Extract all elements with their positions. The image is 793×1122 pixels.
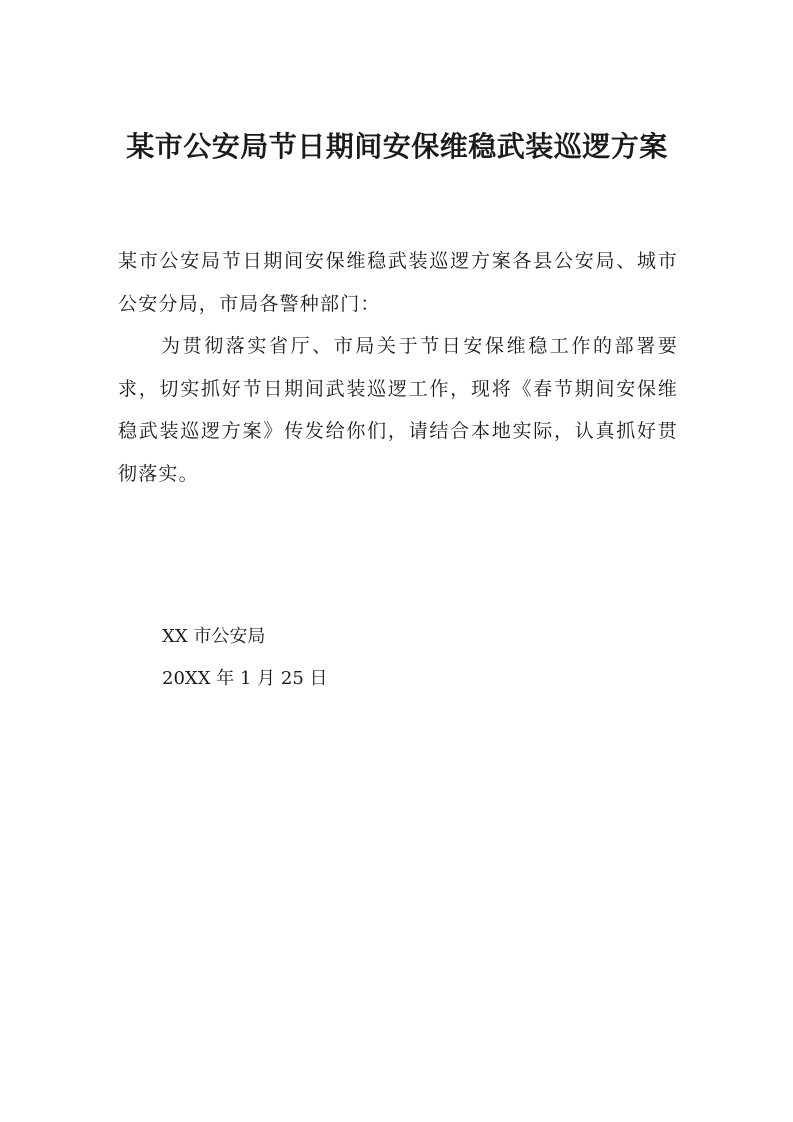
salutation-paragraph: 某市公安局节日期间安保维稳武装巡逻方案各县公安局、城市公安分局，市局各警种部门： [118, 250, 678, 315]
signature-block [162, 616, 328, 700]
document-body [118, 240, 678, 495]
document-title: 某市公安局节日期间安保维稳武装巡逻方案 [126, 130, 668, 163]
issuer-name: XX 市公安局 [162, 626, 266, 647]
issue-date: 20XX 年 1 月 25 日 [162, 668, 328, 689]
main-paragraph: 为贯彻落实省厅、市局关于节日安保维稳工作的部署要求，切实抓好节日期间武装巡逻工作，现将《春节期间安保维稳武装巡逻方案》传发给你们，请结合本地实际，认真抓好贯彻落实。 [118, 335, 678, 485]
